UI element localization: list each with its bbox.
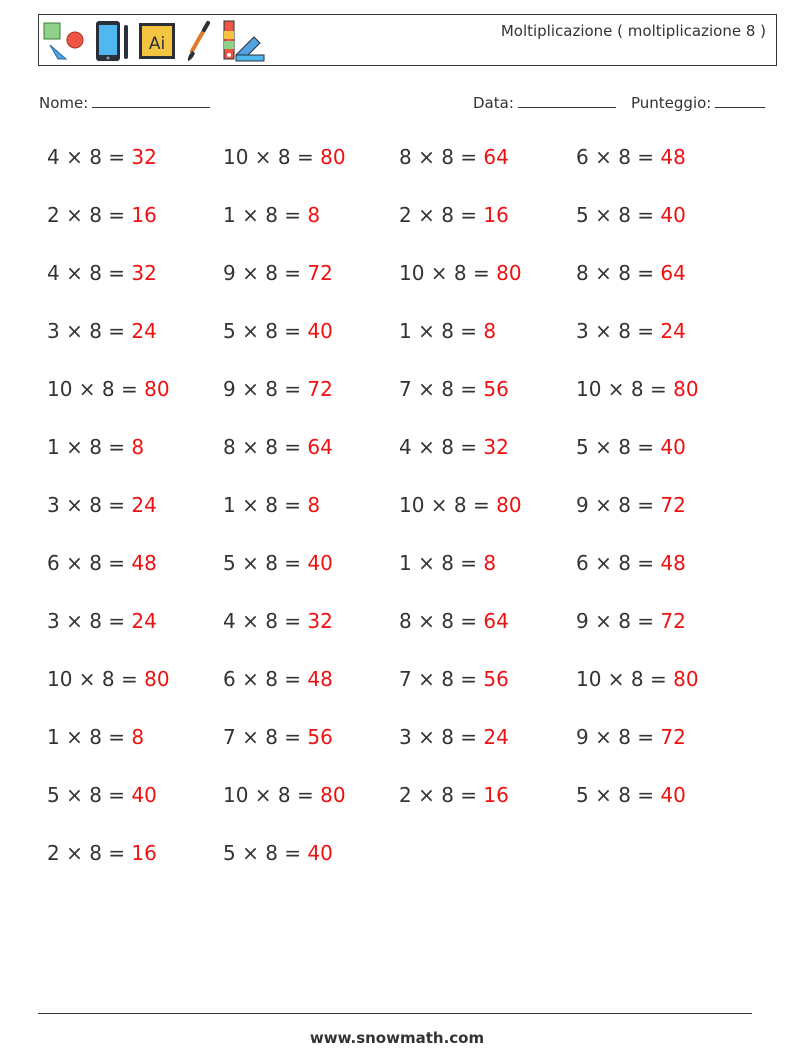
problem-answer: 24 (483, 725, 509, 749)
problem-item (576, 319, 686, 343)
score-label: Punteggio: (631, 94, 712, 112)
name-field (39, 93, 210, 112)
problem-answer: 56 (483, 667, 509, 691)
problem-question: 2 × 8 = (47, 841, 132, 865)
problem-question: 1 × 8 = (223, 493, 308, 517)
problem-question: 3 × 8 = (47, 609, 132, 633)
problem-question: 2 × 8 = (399, 203, 484, 227)
problem-item (47, 203, 157, 227)
problem-item (223, 551, 333, 575)
problem-question: 7 × 8 = (399, 377, 484, 401)
problem-item (223, 493, 320, 517)
problem-question: 8 × 8 = (576, 261, 661, 285)
problem-item (223, 319, 333, 343)
paintbrush-icon (184, 19, 214, 63)
problem-answer: 48 (660, 145, 686, 169)
problem-answer: 40 (660, 203, 686, 227)
problem-answer: 32 (307, 609, 333, 633)
problem-question: 4 × 8 = (223, 609, 308, 633)
problem-item (576, 551, 686, 575)
problem-question: 5 × 8 = (223, 551, 308, 575)
problem-item (47, 783, 157, 807)
problem-question: 10 × 8 = (576, 377, 674, 401)
problem-question: 9 × 8 = (223, 377, 308, 401)
problem-answer: 8 (307, 493, 321, 517)
problem-answer: 24 (131, 609, 157, 633)
footer-divider (38, 1013, 752, 1014)
problem-question: 4 × 8 = (47, 145, 132, 169)
problem-question: 4 × 8 = (399, 435, 484, 459)
problem-question: 10 × 8 = (399, 261, 497, 285)
problem-answer: 80 (496, 493, 522, 517)
problem-question: 9 × 8 = (223, 261, 308, 285)
problem-question: 1 × 8 = (47, 435, 132, 459)
problem-item (576, 261, 686, 285)
problem-item (399, 493, 522, 517)
problem-question: 6 × 8 = (47, 551, 132, 575)
problem-answer: 8 (131, 435, 145, 459)
problem-question: 10 × 8 = (223, 145, 321, 169)
problem-question: 8 × 8 = (399, 609, 484, 633)
problem-item (576, 609, 686, 633)
problem-item (47, 725, 144, 749)
problem-question: 7 × 8 = (399, 667, 484, 691)
problem-answer: 8 (131, 725, 145, 749)
problem-item (576, 435, 686, 459)
problem-item (47, 145, 157, 169)
problem-question: 5 × 8 = (47, 783, 132, 807)
problem-question: 6 × 8 = (576, 551, 661, 575)
problem-question: 8 × 8 = (399, 145, 484, 169)
color-swatch-icon (222, 19, 266, 63)
problem-item (47, 551, 157, 575)
problem-answer: 32 (131, 261, 157, 285)
problem-question: 6 × 8 = (223, 667, 308, 691)
problem-answer: 72 (307, 377, 333, 401)
problem-question: 10 × 8 = (399, 493, 497, 517)
problem-item (576, 783, 686, 807)
problem-question: 6 × 8 = (576, 145, 661, 169)
problem-question: 5 × 8 = (576, 783, 661, 807)
problem-answer: 24 (131, 493, 157, 517)
problem-item (576, 145, 686, 169)
problem-item (223, 667, 333, 691)
problem-answer: 8 (307, 203, 321, 227)
problem-answer: 40 (307, 551, 333, 575)
problem-answer: 80 (144, 377, 170, 401)
problem-question: 1 × 8 = (399, 319, 484, 343)
problem-answer: 80 (320, 783, 346, 807)
problem-answer: 64 (660, 261, 686, 285)
problem-answer: 24 (131, 319, 157, 343)
problem-item (47, 435, 144, 459)
problem-question: 3 × 8 = (47, 493, 132, 517)
problem-item (47, 319, 157, 343)
problem-answer: 16 (483, 783, 509, 807)
problem-item (47, 841, 157, 865)
problem-question: 5 × 8 = (576, 203, 661, 227)
problem-answer: 24 (660, 319, 686, 343)
problem-answer: 16 (131, 841, 157, 865)
problem-answer: 80 (496, 261, 522, 285)
problem-question: 1 × 8 = (47, 725, 132, 749)
problem-answer: 80 (144, 667, 170, 691)
problem-question: 9 × 8 = (576, 609, 661, 633)
problem-item (576, 667, 699, 691)
problem-answer: 64 (483, 609, 509, 633)
problem-answer: 16 (483, 203, 509, 227)
problem-item (399, 145, 509, 169)
tablet-icon (94, 19, 130, 63)
problem-item (223, 783, 346, 807)
problem-question: 5 × 8 = (576, 435, 661, 459)
problem-answer: 72 (660, 725, 686, 749)
problem-question: 3 × 8 = (576, 319, 661, 343)
problem-answer: 56 (483, 377, 509, 401)
problem-answer: 16 (131, 203, 157, 227)
problem-item (399, 203, 509, 227)
problem-item (223, 609, 333, 633)
problem-answer: 64 (483, 145, 509, 169)
problem-item (399, 725, 509, 749)
problem-answer: 40 (660, 783, 686, 807)
problem-question: 9 × 8 = (576, 725, 661, 749)
problem-answer: 40 (307, 319, 333, 343)
problem-item (399, 261, 522, 285)
score-blank[interactable] (715, 93, 765, 108)
date-blank[interactable] (518, 93, 616, 108)
problem-question: 3 × 8 = (399, 725, 484, 749)
problem-item (399, 319, 496, 343)
problem-question: 2 × 8 = (47, 203, 132, 227)
problem-item (223, 435, 333, 459)
problem-answer: 80 (320, 145, 346, 169)
problem-answer: 80 (673, 667, 699, 691)
date-field (473, 93, 616, 112)
problem-item (399, 667, 509, 691)
problem-answer: 72 (307, 261, 333, 285)
problem-answer: 80 (673, 377, 699, 401)
header-box (38, 14, 777, 66)
problem-question: 10 × 8 = (223, 783, 321, 807)
problem-answer: 8 (483, 319, 497, 343)
problem-question: 5 × 8 = (223, 841, 308, 865)
problem-item (223, 377, 333, 401)
problem-answer: 32 (131, 145, 157, 169)
problem-question: 10 × 8 = (576, 667, 674, 691)
problem-answer: 72 (660, 493, 686, 517)
problem-item (399, 783, 509, 807)
problem-item (576, 725, 686, 749)
problem-answer: 40 (660, 435, 686, 459)
problem-question: 2 × 8 = (399, 783, 484, 807)
problem-item (47, 377, 170, 401)
problem-item (47, 493, 157, 517)
problem-answer: 40 (307, 841, 333, 865)
footer-url: www.snowmath.com (309, 1029, 485, 1047)
problem-item (399, 551, 496, 575)
problem-answer: 72 (660, 609, 686, 633)
problem-item (223, 841, 333, 865)
problem-answer: 32 (483, 435, 509, 459)
problem-item (223, 203, 320, 227)
illustrator-icon (138, 21, 176, 61)
problem-answer: 64 (307, 435, 333, 459)
problem-answer: 48 (660, 551, 686, 575)
problem-item (223, 261, 333, 285)
problem-answer: 40 (131, 783, 157, 807)
problem-item (576, 203, 686, 227)
problem-question: 1 × 8 = (223, 203, 308, 227)
problem-answer: 48 (131, 551, 157, 575)
name-blank[interactable] (92, 93, 210, 108)
shapes-icon (42, 21, 86, 61)
problem-item (399, 377, 509, 401)
problem-question: 4 × 8 = (47, 261, 132, 285)
problem-question: 10 × 8 = (47, 377, 145, 401)
problem-item (47, 667, 170, 691)
problem-item (223, 145, 346, 169)
problem-question: 10 × 8 = (47, 667, 145, 691)
problem-question: 1 × 8 = (399, 551, 484, 575)
problem-question: 5 × 8 = (223, 319, 308, 343)
problem-item (399, 435, 509, 459)
worksheet-title: Moltiplicazione ( moltiplicazione 8 ) (500, 22, 766, 40)
problem-answer: 48 (307, 667, 333, 691)
name-label: Nome: (39, 94, 89, 112)
score-field (631, 93, 765, 112)
problem-item (47, 261, 157, 285)
svg-text:Ai: Ai (148, 34, 166, 54)
problem-item (399, 609, 509, 633)
header-icons (42, 19, 266, 63)
problem-answer: 8 (483, 551, 497, 575)
problem-answer: 56 (307, 725, 333, 749)
problem-question: 8 × 8 = (223, 435, 308, 459)
problem-item (576, 377, 699, 401)
problem-question: 7 × 8 = (223, 725, 308, 749)
problem-question: 9 × 8 = (576, 493, 661, 517)
problem-item (223, 725, 333, 749)
problem-item (576, 493, 686, 517)
problem-question: 3 × 8 = (47, 319, 132, 343)
date-label: Data: (473, 94, 514, 112)
problem-item (47, 609, 157, 633)
